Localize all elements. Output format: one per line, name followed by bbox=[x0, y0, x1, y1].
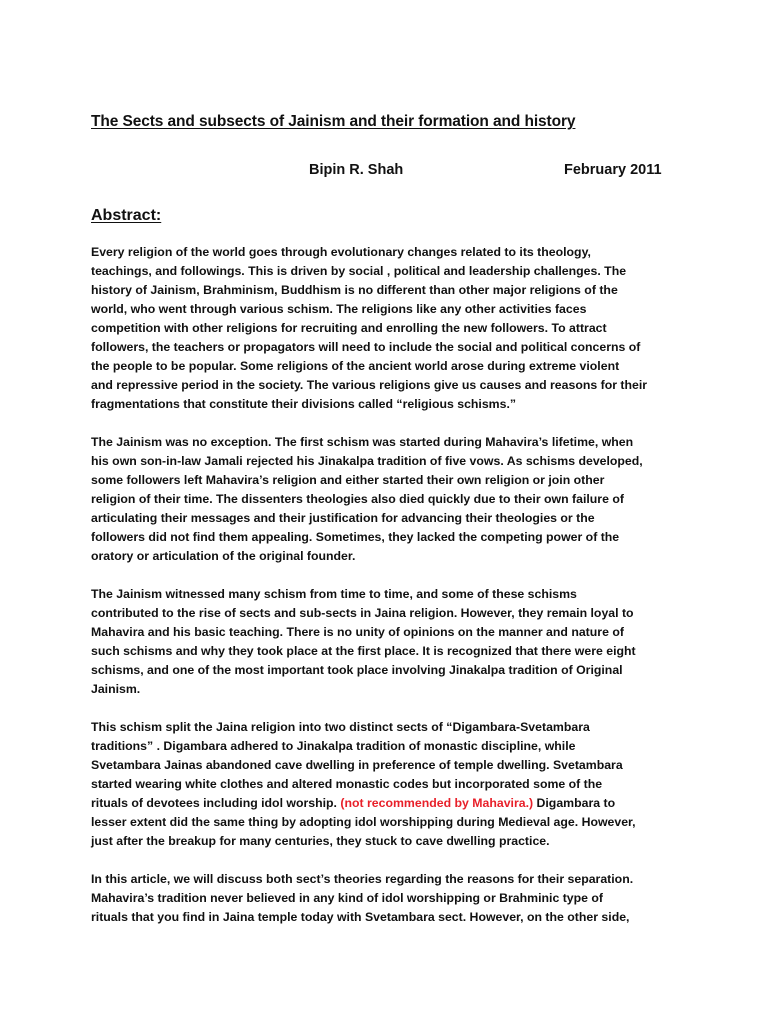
text-line: Mahavira and his basic teaching. There is no unity of opinions on the manner and nature of bbox=[91, 625, 624, 639]
text-line: fragmentations that constitute their divisions called “religious schisms.” bbox=[91, 397, 517, 411]
abstract-heading: Abstract: bbox=[91, 207, 162, 224]
text-line: Every religion of the world goes through evolutionary changes related to its theology, bbox=[91, 245, 591, 259]
text-line: The Jainism witnessed many schism from time to time, and some of these schisms bbox=[91, 587, 577, 601]
paragraph-1 bbox=[91, 243, 691, 414]
paragraph-4 bbox=[91, 718, 691, 851]
text-line: such schisms and why they took place at the first place. It is recognized that there were eight bbox=[91, 644, 636, 658]
text-line: his own son-in-law Jamali rejected his Jinakalpa tradition of five vows. As schisms developed, bbox=[91, 454, 643, 468]
text-line: Svetambara Jainas abandoned cave dwelling in preference of temple dwelling. Svetambara bbox=[91, 758, 623, 772]
text-line: teachings, and followings. This is driven by social , political and leadership challenges. The bbox=[91, 264, 627, 278]
text-line: This schism split the Jaina religion into two distinct sects of “Digambara-Svetambara bbox=[91, 720, 590, 734]
paragraph-2 bbox=[91, 433, 691, 566]
text-line: started wearing white clothes and altered monastic codes but incorporated some of the bbox=[91, 777, 603, 791]
text-line: rituals that you find in Jaina temple today with Svetambara sect. However, on the other side, bbox=[91, 910, 630, 924]
text-line: followers, the teachers or propagators will need to include the social and political concerns of bbox=[91, 340, 641, 354]
text-line: and repressive period in the society. The various religions give us causes and reasons for their bbox=[91, 378, 648, 392]
text-line: lesser extent did the same thing by adopting idol worshipping during Medieval age. However, bbox=[91, 815, 636, 829]
text-line: followers did not find them appealing. Sometimes, they lacked the competing power of the bbox=[91, 530, 620, 544]
text-segment: rituals of devotees including idol worship. bbox=[91, 796, 341, 810]
author-name: Bipin R. Shah bbox=[309, 162, 404, 178]
publication-date: February 2011 bbox=[564, 162, 662, 178]
text-line: the people to be popular. Some religions of the ancient world arose during extreme violent bbox=[91, 359, 620, 373]
text-line: oratory or articulation of the original founder. bbox=[91, 549, 356, 563]
highlighted-note: (not recommended by Mahavira.) bbox=[340, 796, 534, 810]
document-title: The Sects and subsects of Jainism and their formation and history bbox=[91, 113, 576, 130]
text-line: history of Jainism, Brahminism, Buddhism is no different than other major religions of the bbox=[91, 283, 618, 297]
text-line: traditions” . Digambara adhered to Jinakalpa tradition of monastic discipline, while bbox=[91, 739, 576, 753]
text-line: competition with other religions for recruiting and enrolling the new followers. To attract bbox=[91, 321, 607, 335]
text-line: Mahavira’s tradition never believed in any kind of idol worshipping or Brahminic type of bbox=[91, 891, 604, 905]
text-line: In this article, we will discuss both sect’s theories regarding the reasons for their separation. bbox=[91, 872, 634, 886]
paragraph-5 bbox=[91, 870, 691, 927]
abstract-body bbox=[91, 243, 691, 946]
text-line: world, who went through various schism. The religions like any other activities faces bbox=[91, 302, 587, 316]
text-line: just after the breakup for many centuries, they stuck to cave dwelling practice. bbox=[91, 834, 550, 848]
text-line: Jainism. bbox=[91, 682, 141, 696]
text-line: articulating their messages and their justification for advancing their theologies or the bbox=[91, 511, 595, 525]
text-line: schisms, and one of the most important took place involving Jinakalpa tradition of Original bbox=[91, 663, 623, 677]
text-line-with-highlight bbox=[91, 794, 691, 813]
text-segment: Digambara to bbox=[533, 796, 616, 810]
text-line: contributed to the rise of sects and sub-sects in Jaina religion. However, they remain loyal to bbox=[91, 606, 634, 620]
text-line: religion of their time. The dissenters theologies also died quickly due to their own failure of bbox=[91, 492, 624, 506]
text-line: The Jainism was no exception. The first schism was started during Mahavira’s lifetime, when bbox=[91, 435, 634, 449]
text-line: some followers left Mahavira’s religion and either started their own religion or join other bbox=[91, 473, 605, 487]
paragraph-3 bbox=[91, 585, 691, 699]
